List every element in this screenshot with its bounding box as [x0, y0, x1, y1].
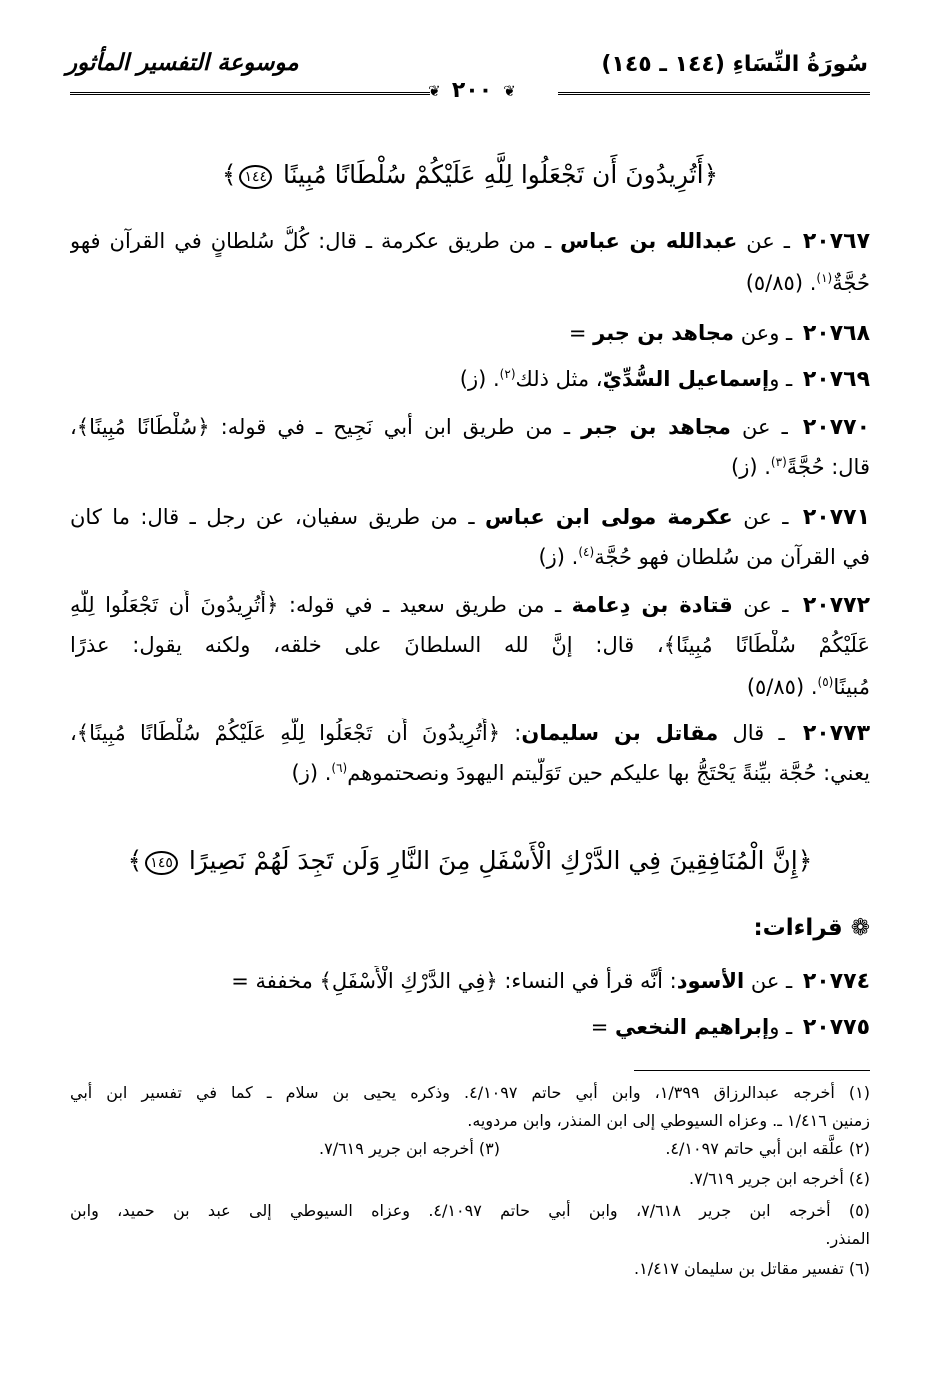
page-number: ٢٠٠	[451, 78, 493, 103]
entry-20769: ٢٠٧٦٩ ـ وإسماعيل السُّدِّيّ، مثل ذلك$^{(٢)}$. (ز)	[459, 367, 870, 392]
footnote-5-line-1: (٥) أخرجه ابن جرير ٧/٦١٨، وابن أبي حاتم ٤/١٠٩٧. وعزاه السيوطي إلى عبد بن حميد، وابن	[70, 1201, 870, 1220]
entry-20767-line-2: حُجَّةٌ$^{(١)}$. (٥/٨٥)	[745, 271, 870, 295]
header-rule-right	[558, 92, 870, 95]
verse-text: إِنَّ الْمُنَافِقِينَ فِي الدَّرْكِ الْأَسْفَلِ مِنَ النَّارِ وَلَن تَجِدَ لَهُمْ نَصِيرًا	[188, 846, 798, 875]
verse-text: أَتُرِيدُونَ أَن تَجْعَلُوا لِلَّهِ عَلَيْكُمْ سُلْطَانًا مُبِينًا	[282, 160, 704, 189]
running-header-book-title: موسوعة التفسير المأثور	[66, 50, 299, 76]
entry-20767-line-1: ٢٠٧٦٧ ـ عن عبدالله بن عباس ـ من طريق عكرمة ـ قال: كُلُّ سُلطانٍ في القرآن فهو	[70, 229, 870, 254]
entry-20770-line-1: ٢٠٧٧٠ ـ عن مجاهد بن جبر ـ من طريق ابن أبي نَجِيح ـ في قوله: ﴿سُلْطَانًا مُبِينًا﴾،	[70, 415, 870, 440]
section-heading-readings: ❁ قراءات:	[753, 915, 870, 941]
quran-quote: عَلَيْكُمْ سُلْطَانًا مُبِينًا﴾	[663, 633, 870, 657]
entry-20770-line-2: قال: حُجَّةً$^{(٣)}$. (ز)	[731, 455, 870, 479]
quran-quote: ﴿سُلْطَانًا مُبِينًا﴾	[76, 415, 210, 439]
ornament-icon: ❦	[428, 81, 441, 100]
verse-number-badge: ١٤٥	[145, 851, 178, 875]
quran-quote: ﴿فِي الدَّرْكِ الْأَسْفَلِ﴾	[319, 969, 498, 993]
quran-verse-145: ﴿إِنَّ الْمُنَافِقِينَ فِي الدَّرْكِ الْأَسْفَلِ مِنَ النَّارِ وَلَن تَجِدَ لَهُمْ نَصِيرًا ١٤٥﴾	[127, 846, 813, 875]
quran-verse-144: ﴿أَتُرِيدُونَ أَن تَجْعَلُوا لِلَّهِ عَلَيْكُمْ سُلْطَانًا مُبِينًا ١٤٤﴾	[221, 160, 719, 189]
footnote-1-line-1: (١) أخرجه عبدالرزاق ١/٣٩٩، وابن أبي حاتم ٤/١٠٩٧. وذكره يحيى بن سلام ـ كما في تفسير ابن أبي	[70, 1083, 870, 1102]
quran-quote: ﴿أَتُرِيدُونَ أَن تَجْعَلُوا لِلَّهِ	[70, 593, 279, 617]
footnote-5-line-2: المنذر.	[825, 1229, 870, 1248]
verse-number-badge: ١٤٤	[239, 165, 272, 189]
entry-20771-line-2: في القرآن من سُلطان فهو حُجَّة$^{(٤)}$. (ز)	[538, 545, 870, 569]
footnote-1-line-2: زمنين ١/٤١٦ ـ. وعزاه السيوطي إلى ابن المنذر، وابن مردويه.	[467, 1111, 870, 1130]
running-header-surah: سُورَةُ النِّسَاءِ (١٤٤ ـ ١٤٥)	[601, 52, 868, 77]
entry-20774: ٢٠٧٧٤ ـ عن الأسود: أنَّه قرأ في النساء: ﴿فِي الدَّرْكِ الْأَسْفَلِ﴾ مخففة =	[231, 969, 870, 994]
footnote-6: (٦) تفسير مقاتل بن سليمان ١/٤١٧.	[634, 1259, 870, 1278]
entry-20772-line-3: مُبينًا$^{(٥)}$. (٥/٨٥)	[746, 675, 870, 699]
header-rule-left	[70, 92, 430, 95]
ornament-icon: ❦	[503, 81, 516, 100]
footnote-separator	[634, 1070, 870, 1071]
entry-20772-line-2: عَلَيْكُمْ سُلْطَانًا مُبِينًا﴾، قال: إنَّ لله السلطانَ على خلقه، ولكنه يقول: عذرًا	[70, 633, 870, 657]
page-number-block	[420, 78, 524, 110]
entry-20775: ٢٠٧٧٥ ـ وإبراهيم النخعي =	[590, 1015, 870, 1040]
entry-20773-line-1: ٢٠٧٧٣ ـ قال مقاتل بن سليمان: ﴿أَتُرِيدُونَ أَن تَجْعَلُوا لِلَّهِ عَلَيْكُمْ سُلْطَانًا مُبِينًا﴾،	[70, 721, 870, 746]
entry-20768: ٢٠٧٦٨ ـ وعن مجاهد بن جبر =	[568, 321, 870, 346]
quran-quote: ﴿أَتُرِيدُونَ أَن تَجْعَلُوا لِلَّهِ عَلَيْكُمْ سُلْطَانًا مُبِينًا﴾	[76, 721, 501, 745]
flower-icon: ❁	[850, 915, 870, 941]
entry-20771-line-1: ٢٠٧٧١ ـ عن عكرمة مولى ابن عباس ـ من طريق سفيان، عن رجل ـ قال: ما كان	[70, 505, 870, 530]
footnote-2: (٢) علَّقه ابن أبي حاتم ٤/١٠٩٧.	[665, 1139, 870, 1158]
entry-20773-line-2: يعني: حُجَّة بيِّنةً يَحْتَجُّ بها عليكم حين تَوَلَّيتم اليهودَ ونصحتموهم$^{(٦)}$. (ز)	[291, 761, 870, 785]
footnote-3: (٣) أخرجه ابن جرير ٧/٦١٩.	[319, 1139, 500, 1158]
footnote-4: (٤) أخرجه ابن جرير ٧/٦١٩.	[689, 1169, 870, 1188]
entry-20772-line-1: ٢٠٧٧٢ ـ عن قتادة بن دِعامة ـ من طريق سعيد ـ في قوله: ﴿أَتُرِيدُونَ أَن تَجْعَلُوا لِلَّهِ	[70, 593, 870, 618]
